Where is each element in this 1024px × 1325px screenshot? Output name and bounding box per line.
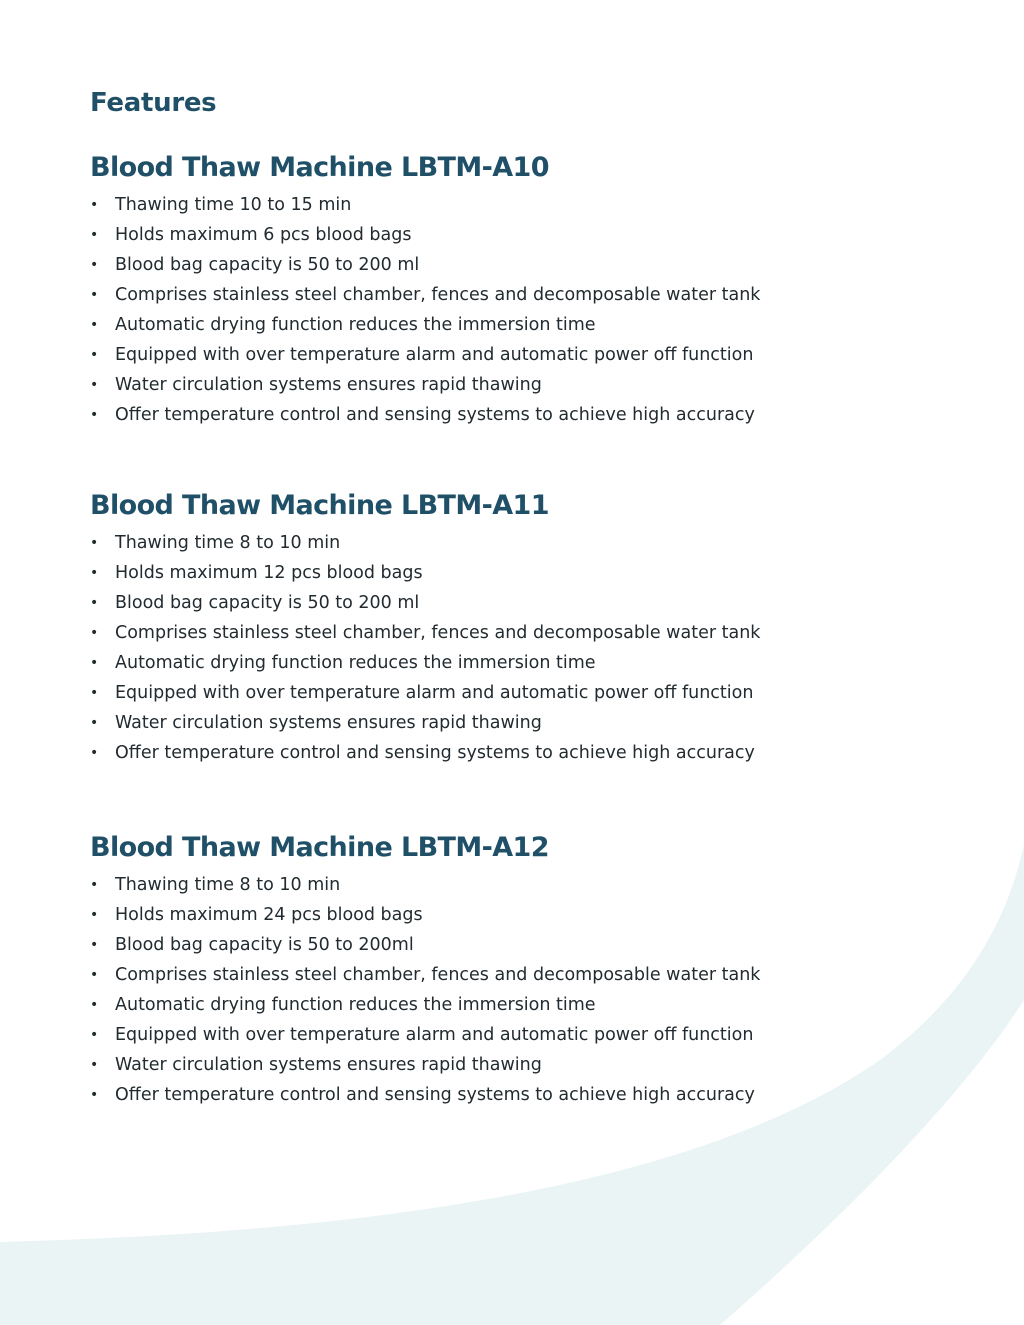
- bullet-icon: •: [90, 197, 99, 213]
- feature-item: [90, 1080, 990, 1110]
- feature-text: Automatic drying function reduces the immersion time: [115, 315, 596, 335]
- bullet-icon: •: [90, 625, 99, 641]
- feature-text: Automatic drying function reduces the immersion time: [115, 995, 596, 1015]
- product-heading: Blood Thaw Machine LBTM-A10: [90, 152, 549, 183]
- feature-text: Offer temperature control and sensing systems to achieve high accuracy: [115, 743, 755, 763]
- feature-item: [90, 250, 990, 280]
- feature-item: [90, 870, 990, 900]
- bullet-icon: •: [90, 535, 99, 551]
- feature-text: Comprises stainless steel chamber, fences and decomposable water tank: [115, 965, 761, 985]
- product-heading: Blood Thaw Machine LBTM-A12: [90, 832, 549, 863]
- feature-item: [90, 708, 990, 738]
- feature-text: Holds maximum 6 pcs blood bags: [115, 225, 412, 245]
- bullet-icon: •: [90, 565, 99, 581]
- feature-text: Equipped with over temperature alarm and automatic power off function: [115, 345, 754, 365]
- bullet-icon: •: [90, 715, 99, 731]
- bullet-icon: •: [90, 347, 99, 363]
- feature-item: [90, 678, 990, 708]
- feature-item: [90, 960, 990, 990]
- bullet-icon: •: [90, 257, 99, 273]
- feature-item: [90, 190, 990, 220]
- product-section: [90, 830, 990, 1110]
- feature-text: Thawing time 8 to 10 min: [115, 875, 341, 895]
- feature-text: Holds maximum 24 pcs blood bags: [115, 905, 423, 925]
- feature-item: [90, 1050, 990, 1080]
- bullet-icon: •: [90, 655, 99, 671]
- feature-text: Water circulation systems ensures rapid thawing: [115, 713, 542, 733]
- feature-item: [90, 370, 990, 400]
- feature-item: [90, 558, 990, 588]
- feature-item: [90, 280, 990, 310]
- feature-item: [90, 400, 990, 430]
- product-section: [90, 150, 990, 430]
- page-title: Features: [90, 88, 217, 118]
- feature-text: Thawing time 10 to 15 min: [115, 195, 352, 215]
- feature-item: [90, 900, 990, 930]
- feature-item: [90, 1020, 990, 1050]
- bullet-icon: •: [90, 227, 99, 243]
- feature-list: [90, 870, 990, 1110]
- bullet-icon: •: [90, 317, 99, 333]
- product-section: [90, 488, 990, 768]
- feature-item: [90, 738, 990, 768]
- bullet-icon: •: [90, 287, 99, 303]
- feature-text: Holds maximum 12 pcs blood bags: [115, 563, 423, 583]
- feature-text: Water circulation systems ensures rapid thawing: [115, 375, 542, 395]
- bullet-icon: •: [90, 407, 99, 423]
- feature-text: Water circulation systems ensures rapid thawing: [115, 1055, 542, 1075]
- bullet-icon: •: [90, 877, 99, 893]
- feature-item: [90, 528, 990, 558]
- bullet-icon: •: [90, 997, 99, 1013]
- bullet-icon: •: [90, 907, 99, 923]
- product-heading: Blood Thaw Machine LBTM-A11: [90, 490, 549, 521]
- feature-item: [90, 310, 990, 340]
- bullet-icon: •: [90, 685, 99, 701]
- feature-item: [90, 930, 990, 960]
- bullet-icon: •: [90, 377, 99, 393]
- bullet-icon: •: [90, 937, 99, 953]
- feature-text: Equipped with over temperature alarm and automatic power off function: [115, 683, 754, 703]
- feature-list: [90, 190, 990, 430]
- feature-text: Blood bag capacity is 50 to 200 ml: [115, 255, 420, 275]
- feature-item: [90, 220, 990, 250]
- feature-item: [90, 618, 990, 648]
- feature-item: [90, 340, 990, 370]
- bullet-icon: •: [90, 595, 99, 611]
- feature-text: Automatic drying function reduces the immersion time: [115, 653, 596, 673]
- bullet-icon: •: [90, 1087, 99, 1103]
- feature-text: Blood bag capacity is 50 to 200 ml: [115, 593, 420, 613]
- feature-text: Comprises stainless steel chamber, fences and decomposable water tank: [115, 623, 761, 643]
- feature-text: Comprises stainless steel chamber, fences and decomposable water tank: [115, 285, 761, 305]
- feature-text: Thawing time 8 to 10 min: [115, 533, 341, 553]
- feature-item: [90, 648, 990, 678]
- features-content: [90, 86, 990, 1110]
- bullet-icon: •: [90, 967, 99, 983]
- bullet-icon: •: [90, 1057, 99, 1073]
- feature-text: Blood bag capacity is 50 to 200ml: [115, 935, 414, 955]
- feature-list: [90, 528, 990, 768]
- feature-text: Offer temperature control and sensing systems to achieve high accuracy: [115, 1085, 755, 1105]
- feature-text: Offer temperature control and sensing systems to achieve high accuracy: [115, 405, 755, 425]
- bullet-icon: •: [90, 1027, 99, 1043]
- feature-item: [90, 990, 990, 1020]
- bullet-icon: •: [90, 745, 99, 761]
- feature-text: Equipped with over temperature alarm and automatic power off function: [115, 1025, 754, 1045]
- feature-item: [90, 588, 990, 618]
